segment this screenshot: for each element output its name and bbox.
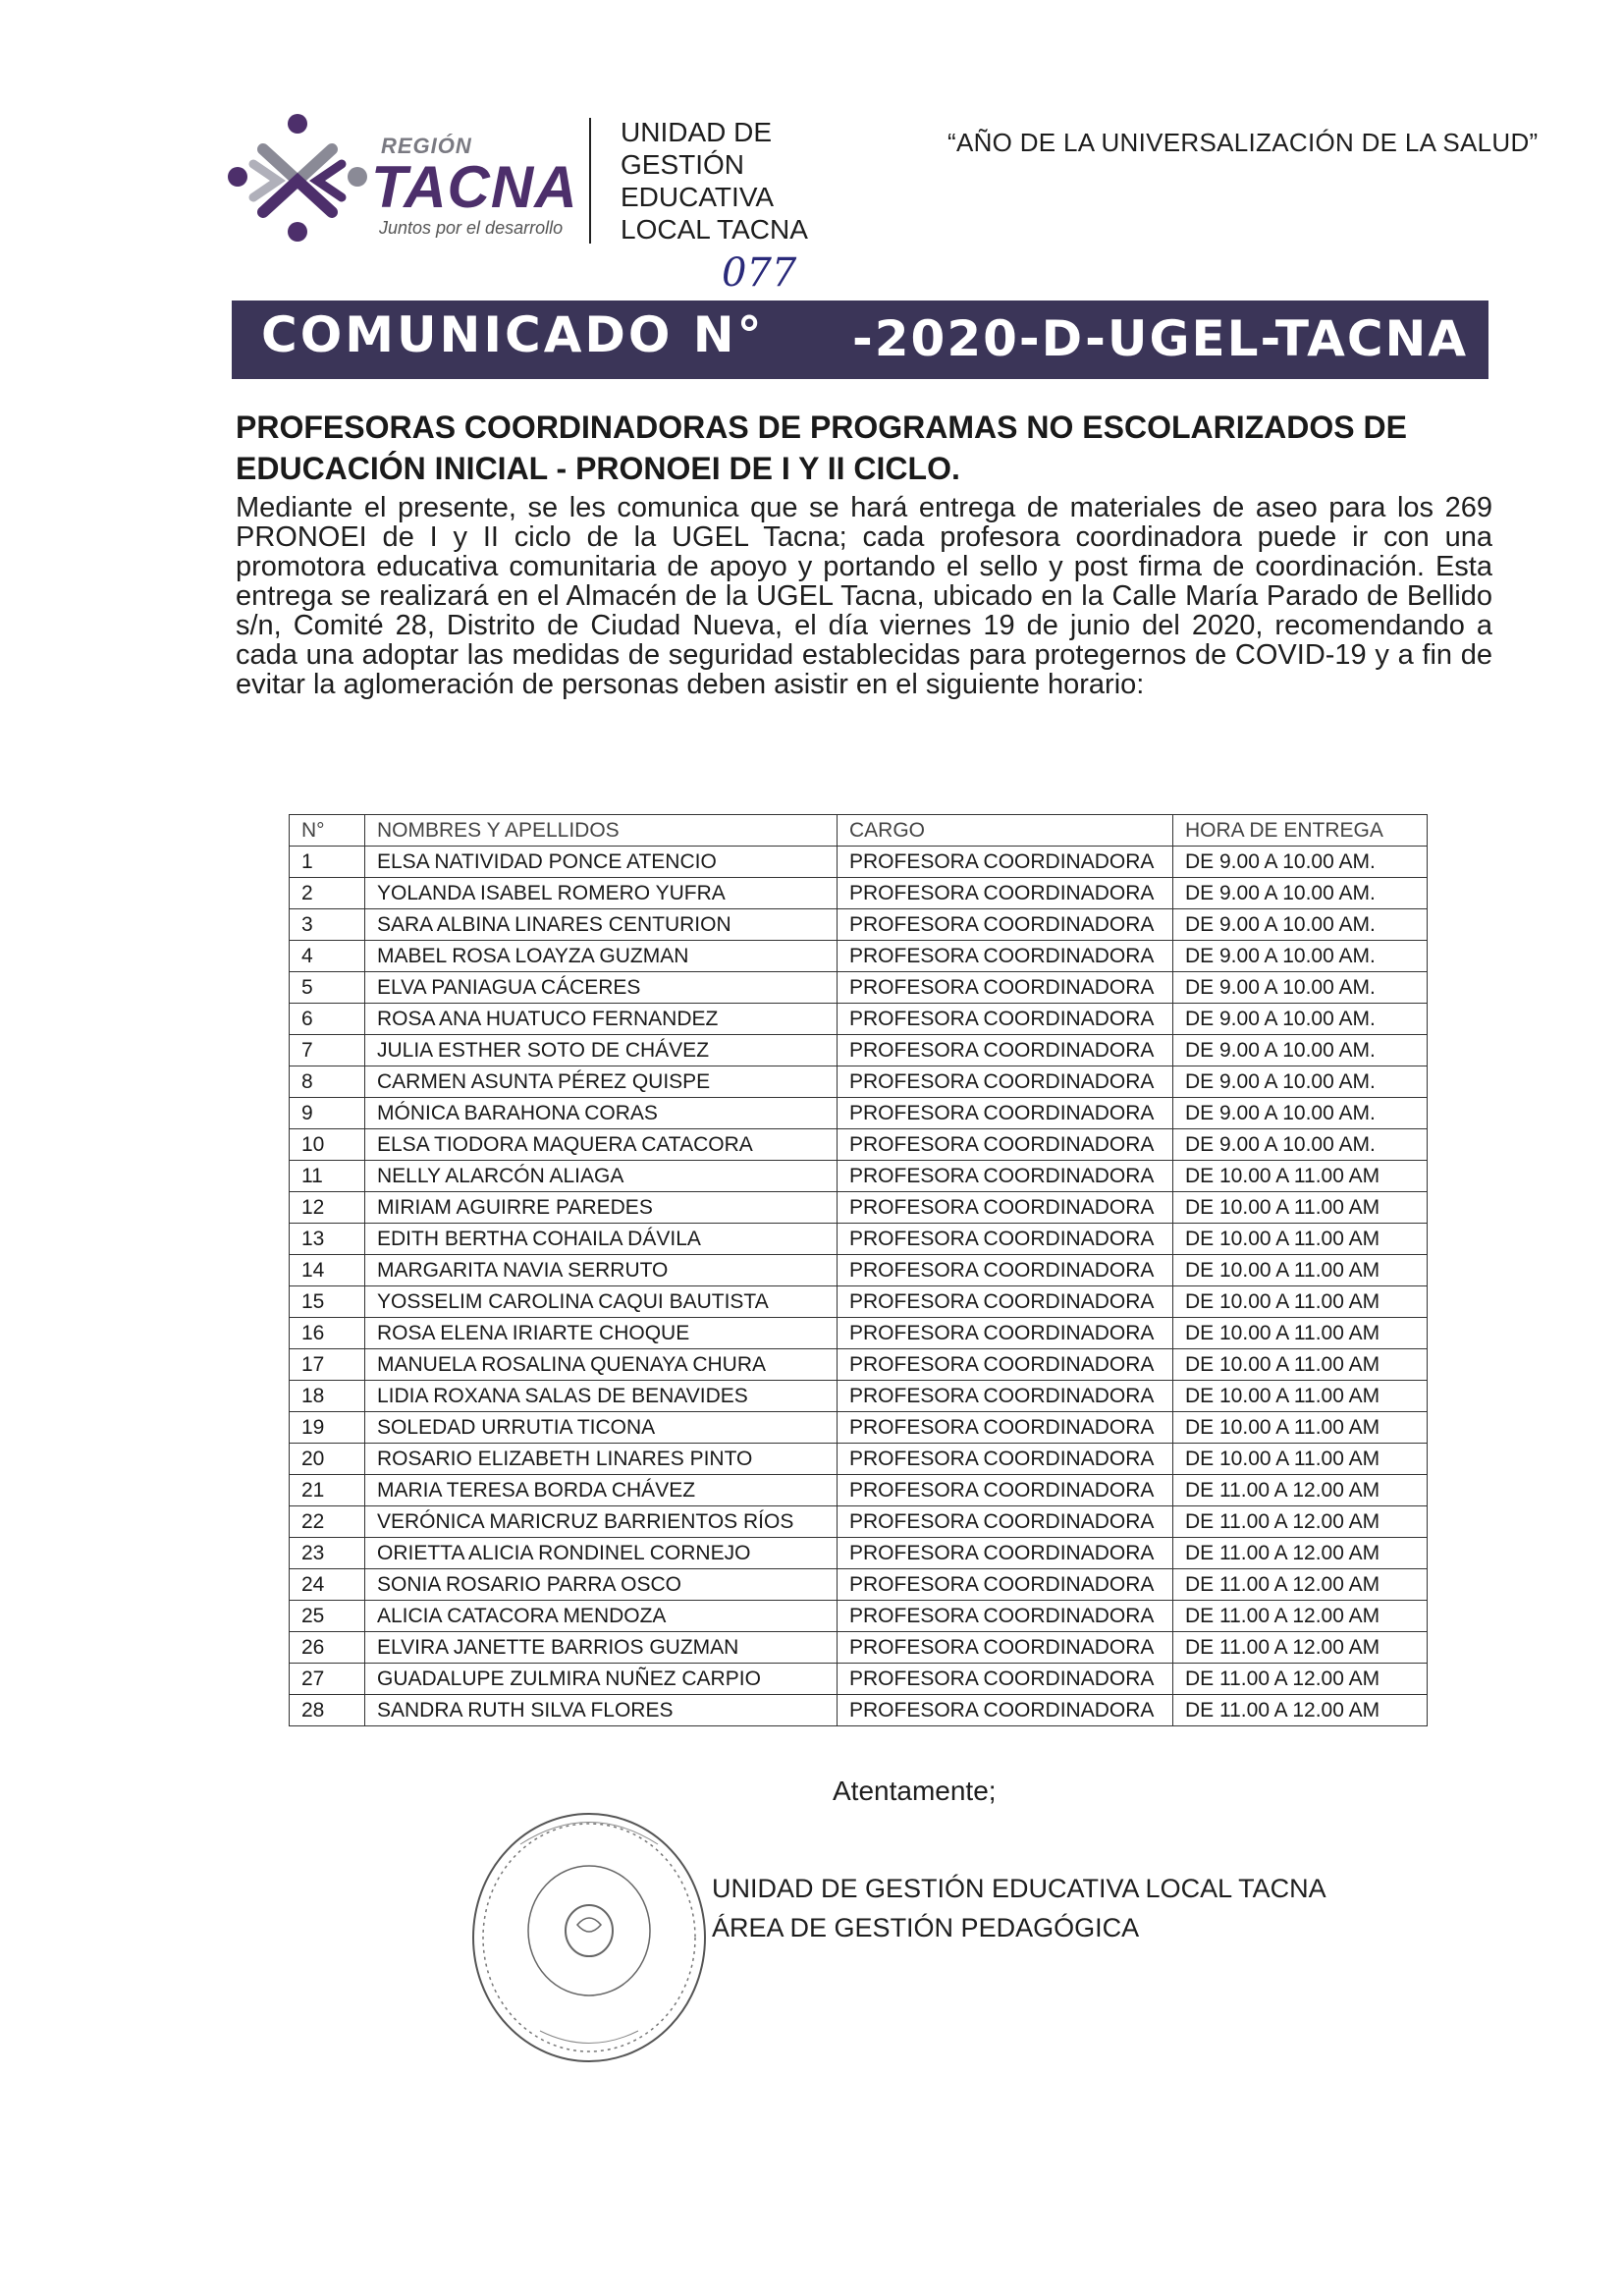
cell-delivery-time: DE 10.00 A 11.00 AM	[1173, 1349, 1428, 1381]
cell-position: PROFESORA COORDINADORA	[838, 1349, 1173, 1381]
col-header-position: CARGO	[838, 815, 1173, 847]
cell-delivery-time: DE 9.00 A 10.00 AM.	[1173, 909, 1428, 941]
logo-emblem-icon	[224, 110, 371, 247]
cell-number: 22	[290, 1506, 365, 1538]
cell-number: 20	[290, 1444, 365, 1475]
cell-number: 26	[290, 1632, 365, 1664]
handwritten-number: 077	[722, 250, 797, 296]
cell-position: PROFESORA COORDINADORA	[838, 1601, 1173, 1632]
table-row	[290, 847, 1428, 878]
table-row	[290, 1129, 1428, 1161]
official-seal-icon	[461, 1805, 717, 2070]
cell-number: 1	[290, 847, 365, 878]
table-row	[290, 1161, 1428, 1192]
cell-name: SANDRA RUTH SILVA FLORES	[365, 1695, 838, 1726]
table-row	[290, 1538, 1428, 1569]
signature-line-1: UNIDAD DE GESTIÓN EDUCATIVA LOCAL TACNA	[712, 1874, 1326, 1903]
cell-delivery-time: DE 10.00 A 11.00 AM	[1173, 1286, 1428, 1318]
closing-salutation: Atentamente;	[833, 1776, 997, 1806]
document-body: Mediante el presente, se les comunica que se hará entrega de materiales de aseo para los 269 PRONOEI de I y II ciclo de la UGEL Tacna; cada profesora coordinadora puede ir con una promotora educativa comunitaria de apoyo y portando el sello y post firma de coordinación. Esta entrega se realizará en el Almacén de la UGEL Tacna, ubicado en la Calle María Parado de Bellido s/n, Comité 28, Distrito de Ciudad Nueva, el día viernes 19 de junio del 2020, recomendando a cada una adoptar las medidas de seguridad establecidas para protegernos de COVID-19 y a fin de evitar la aglomeración de personas deben asistir en el siguiente horario:	[236, 492, 1492, 700]
cell-number: 13	[290, 1224, 365, 1255]
cell-name: YOLANDA ISABEL ROMERO YUFRA	[365, 878, 838, 909]
cell-number: 21	[290, 1475, 365, 1506]
logo-tagline: Juntos por el desarrollo	[379, 218, 564, 238]
cell-delivery-time: DE 9.00 A 10.00 AM.	[1173, 878, 1428, 909]
cell-name: MANUELA ROSALINA QUENAYA CHURA	[365, 1349, 838, 1381]
table-row	[290, 878, 1428, 909]
cell-position: PROFESORA COORDINADORA	[838, 1538, 1173, 1569]
cell-number: 12	[290, 1192, 365, 1224]
cell-name: ELSA TIODORA MAQUERA CATACORA	[365, 1129, 838, 1161]
table-row	[290, 909, 1428, 941]
cell-position: PROFESORA COORDINADORA	[838, 1444, 1173, 1475]
cell-position: PROFESORA COORDINADORA	[838, 847, 1173, 878]
cell-position: PROFESORA COORDINADORA	[838, 1318, 1173, 1349]
cell-position: PROFESORA COORDINADORA	[838, 878, 1173, 909]
cell-name: ROSARIO ELIZABETH LINARES PINTO	[365, 1444, 838, 1475]
cell-delivery-time: DE 11.00 A 12.00 AM	[1173, 1601, 1428, 1632]
cell-position: PROFESORA COORDINADORA	[838, 1129, 1173, 1161]
cell-delivery-time: DE 9.00 A 10.00 AM.	[1173, 1066, 1428, 1098]
unit-line-3: EDUCATIVA	[621, 182, 775, 212]
cell-name: EDITH BERTHA COHAILA DÁVILA	[365, 1224, 838, 1255]
header-divider	[589, 118, 591, 244]
cell-delivery-time: DE 9.00 A 10.00 AM.	[1173, 972, 1428, 1004]
table-row	[290, 1381, 1428, 1412]
cell-delivery-time: DE 10.00 A 11.00 AM	[1173, 1224, 1428, 1255]
table-row	[290, 1506, 1428, 1538]
banner-left-text: COMUNICADO N°	[261, 306, 765, 363]
table-row	[290, 1475, 1428, 1506]
cell-position: PROFESORA COORDINADORA	[838, 1098, 1173, 1129]
cell-name: YOSSELIM CAROLINA CAQUI BAUTISTA	[365, 1286, 838, 1318]
signature-line-2: ÁREA DE GESTIÓN PEDAGÓGICA	[712, 1913, 1140, 1942]
table-row	[290, 1035, 1428, 1066]
table-body	[290, 847, 1428, 1726]
cell-name: NELLY ALARCÓN ALIAGA	[365, 1161, 838, 1192]
col-header-number: N°	[290, 815, 365, 847]
document-title: PROFESORAS COORDINADORAS DE PROGRAMAS NO ESCOLARIZADOS DE EDUCACIÓN INICIAL - PRONOEI DE I Y II CICLO.	[236, 410, 1407, 486]
unit-line-1: UNIDAD DE	[621, 117, 773, 147]
table-row	[290, 1004, 1428, 1035]
cell-name: ALICIA CATACORA MENDOZA	[365, 1601, 838, 1632]
cell-number: 23	[290, 1538, 365, 1569]
table-row	[290, 1664, 1428, 1695]
cell-name: VERÓNICA MARICRUZ BARRIENTOS RÍOS	[365, 1506, 838, 1538]
cell-position: PROFESORA COORDINADORA	[838, 1381, 1173, 1412]
cell-number: 11	[290, 1161, 365, 1192]
table-row	[290, 1066, 1428, 1098]
logo-region-label: REGIÓN	[381, 134, 472, 158]
cell-delivery-time: DE 11.00 A 12.00 AM	[1173, 1538, 1428, 1569]
table-row	[290, 941, 1428, 972]
cell-name: ELSA NATIVIDAD PONCE ATENCIO	[365, 847, 838, 878]
cell-number: 16	[290, 1318, 365, 1349]
cell-number: 9	[290, 1098, 365, 1129]
cell-number: 4	[290, 941, 365, 972]
cell-delivery-time: DE 11.00 A 12.00 AM	[1173, 1569, 1428, 1601]
cell-position: PROFESORA COORDINADORA	[838, 941, 1173, 972]
unit-line-4: LOCAL TACNA	[621, 214, 808, 245]
table-row	[290, 1412, 1428, 1444]
cell-number: 18	[290, 1381, 365, 1412]
cell-delivery-time: DE 10.00 A 11.00 AM	[1173, 1412, 1428, 1444]
cell-position: PROFESORA COORDINADORA	[838, 1475, 1173, 1506]
unit-line-2: GESTIÓN	[621, 149, 745, 180]
table-row	[290, 1444, 1428, 1475]
col-header-names: NOMBRES Y APELLIDOS	[365, 815, 838, 847]
cell-position: PROFESORA COORDINADORA	[838, 1632, 1173, 1664]
table-row	[290, 1224, 1428, 1255]
unit-name	[621, 116, 808, 246]
logo-tacna-label: TACNA	[371, 154, 578, 220]
cell-name: MABEL ROSA LOAYZA GUZMAN	[365, 941, 838, 972]
table-row	[290, 1098, 1428, 1129]
cell-position: PROFESORA COORDINADORA	[838, 1412, 1173, 1444]
cell-name: SOLEDAD URRUTIA TICONA	[365, 1412, 838, 1444]
cell-delivery-time: DE 11.00 A 12.00 AM	[1173, 1506, 1428, 1538]
table-row	[290, 1601, 1428, 1632]
cell-number: 19	[290, 1412, 365, 1444]
cell-number: 2	[290, 878, 365, 909]
comunicado-banner	[232, 301, 1488, 379]
cell-number: 17	[290, 1349, 365, 1381]
cell-name: MARGARITA NAVIA SERRUTO	[365, 1255, 838, 1286]
cell-number: 25	[290, 1601, 365, 1632]
cell-number: 7	[290, 1035, 365, 1066]
cell-number: 3	[290, 909, 365, 941]
col-header-delivery-time: HORA DE ENTREGA	[1173, 815, 1428, 847]
cell-name: MARIA TERESA BORDA CHÁVEZ	[365, 1475, 838, 1506]
cell-delivery-time: DE 10.00 A 11.00 AM	[1173, 1161, 1428, 1192]
cell-name: ROSA ANA HUATUCO FERNANDEZ	[365, 1004, 838, 1035]
region-tacna-logo	[224, 110, 587, 247]
cell-delivery-time: DE 9.00 A 10.00 AM.	[1173, 1129, 1428, 1161]
cell-position: PROFESORA COORDINADORA	[838, 1664, 1173, 1695]
cell-delivery-time: DE 9.00 A 10.00 AM.	[1173, 1035, 1428, 1066]
cell-name: ORIETTA ALICIA RONDINEL CORNEJO	[365, 1538, 838, 1569]
cell-delivery-time: DE 9.00 A 10.00 AM.	[1173, 847, 1428, 878]
cell-position: PROFESORA COORDINADORA	[838, 1004, 1173, 1035]
cell-name: SARA ALBINA LINARES CENTURION	[365, 909, 838, 941]
cell-delivery-time: DE 11.00 A 12.00 AM	[1173, 1695, 1428, 1726]
cell-delivery-time: DE 11.00 A 12.00 AM	[1173, 1664, 1428, 1695]
table-row	[290, 1255, 1428, 1286]
cell-name: ROSA ELENA IRIARTE CHOQUE	[365, 1318, 838, 1349]
table-row	[290, 1192, 1428, 1224]
table-row	[290, 1318, 1428, 1349]
cell-delivery-time: DE 11.00 A 12.00 AM	[1173, 1632, 1428, 1664]
cell-number: 6	[290, 1004, 365, 1035]
cell-delivery-time: DE 10.00 A 11.00 AM	[1173, 1192, 1428, 1224]
table-row	[290, 972, 1428, 1004]
cell-position: PROFESORA COORDINADORA	[838, 1695, 1173, 1726]
cell-position: PROFESORA COORDINADORA	[838, 1161, 1173, 1192]
cell-delivery-time: DE 10.00 A 11.00 AM	[1173, 1444, 1428, 1475]
cell-delivery-time: DE 10.00 A 11.00 AM	[1173, 1318, 1428, 1349]
cell-number: 28	[290, 1695, 365, 1726]
cell-number: 27	[290, 1664, 365, 1695]
cell-delivery-time: DE 9.00 A 10.00 AM.	[1173, 1098, 1428, 1129]
cell-position: PROFESORA COORDINADORA	[838, 1569, 1173, 1601]
cell-delivery-time: DE 10.00 A 11.00 AM	[1173, 1255, 1428, 1286]
cell-position: PROFESORA COORDINADORA	[838, 1255, 1173, 1286]
cell-position: PROFESORA COORDINADORA	[838, 1506, 1173, 1538]
cell-number: 8	[290, 1066, 365, 1098]
cell-delivery-time: DE 9.00 A 10.00 AM.	[1173, 941, 1428, 972]
cell-name: CARMEN ASUNTA PÉREZ QUISPE	[365, 1066, 838, 1098]
table-row	[290, 1632, 1428, 1664]
cell-position: PROFESORA COORDINADORA	[838, 1286, 1173, 1318]
table-header-row	[290, 815, 1428, 847]
cell-name: SONIA ROSARIO PARRA OSCO	[365, 1569, 838, 1601]
cell-name: MIRIAM AGUIRRE PAREDES	[365, 1192, 838, 1224]
table-row	[290, 1695, 1428, 1726]
cell-number: 10	[290, 1129, 365, 1161]
cell-number: 24	[290, 1569, 365, 1601]
banner-right-text: -2020-D-UGEL-TACNA	[852, 310, 1469, 367]
table-row	[290, 1349, 1428, 1381]
cell-position: PROFESORA COORDINADORA	[838, 1035, 1173, 1066]
cell-position: PROFESORA COORDINADORA	[838, 972, 1173, 1004]
schedule-table	[289, 814, 1428, 1726]
cell-delivery-time: DE 10.00 A 11.00 AM	[1173, 1381, 1428, 1412]
cell-number: 15	[290, 1286, 365, 1318]
cell-name: LIDIA ROXANA SALAS DE BENAVIDES	[365, 1381, 838, 1412]
cell-name: GUADALUPE ZULMIRA NUÑEZ CARPIO	[365, 1664, 838, 1695]
cell-name: ELVA PANIAGUA CÁCERES	[365, 972, 838, 1004]
cell-name: MÓNICA BARAHONA CORAS	[365, 1098, 838, 1129]
cell-position: PROFESORA COORDINADORA	[838, 909, 1173, 941]
cell-position: PROFESORA COORDINADORA	[838, 1224, 1173, 1255]
cell-delivery-time: DE 11.00 A 12.00 AM	[1173, 1475, 1428, 1506]
table-row	[290, 1569, 1428, 1601]
year-motto: “AÑO DE LA UNIVERSALIZACIÓN DE LA SALUD”	[947, 128, 1539, 157]
cell-position: PROFESORA COORDINADORA	[838, 1066, 1173, 1098]
cell-number: 14	[290, 1255, 365, 1286]
cell-delivery-time: DE 9.00 A 10.00 AM.	[1173, 1004, 1428, 1035]
cell-name: ELVIRA JANETTE BARRIOS GUZMAN	[365, 1632, 838, 1664]
cell-name: JULIA ESTHER SOTO DE CHÁVEZ	[365, 1035, 838, 1066]
cell-position: PROFESORA COORDINADORA	[838, 1192, 1173, 1224]
cell-number: 5	[290, 972, 365, 1004]
table-row	[290, 1286, 1428, 1318]
